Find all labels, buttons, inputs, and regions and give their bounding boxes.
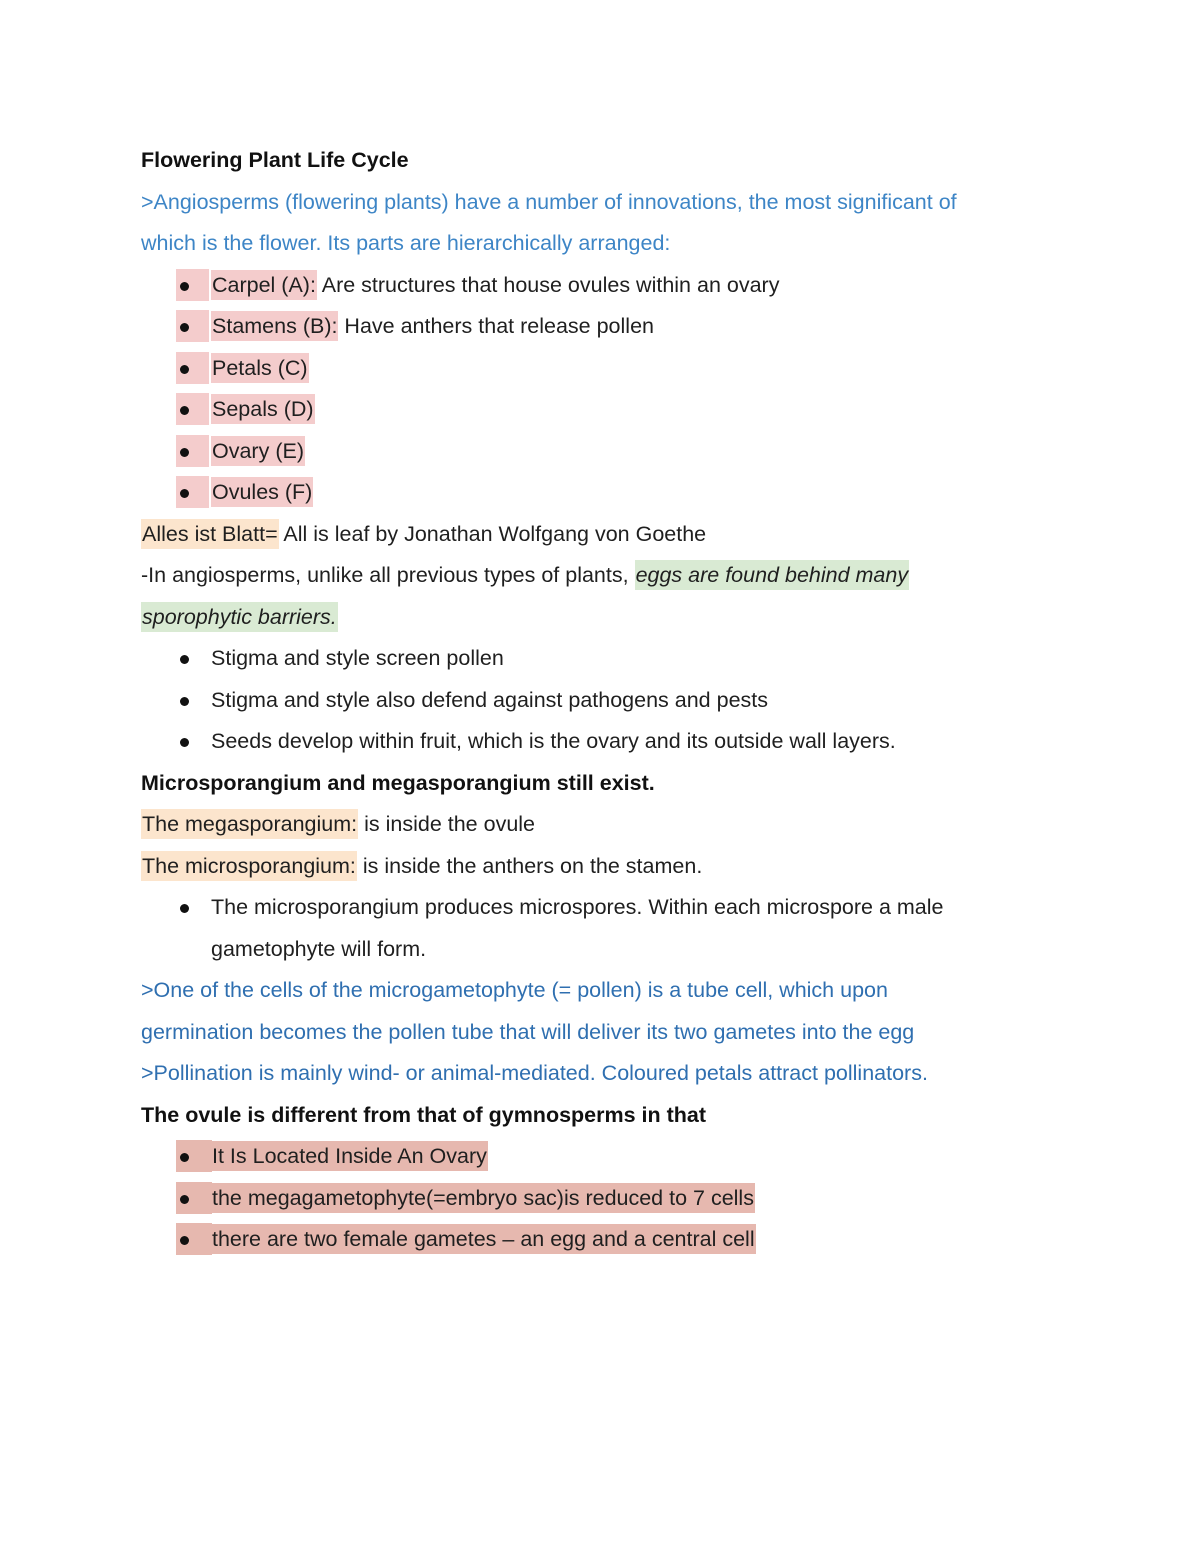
part-desc: Are structures that house ovules within an ovary — [316, 272, 780, 297]
bullet-icon — [180, 282, 189, 291]
page-title: Flowering Plant Life Cycle — [141, 148, 409, 172]
micro-text: is inside the anthers on the stamen. — [356, 853, 703, 878]
list-item — [141, 472, 1051, 514]
sporangium-heading: Microsporangium and megasporangium still exist. — [141, 770, 655, 795]
part-desc: Have anthers that release pollen — [338, 314, 654, 338]
list-item-text: Stigma and style also defend against pathogens and pests — [211, 687, 768, 712]
list-item-text: the megagametophyte(=embryo sac)is reduced to 7 cells — [211, 1183, 755, 1213]
mega-line — [141, 804, 1051, 846]
part-label: Ovary (E) — [211, 436, 305, 466]
intro-line-2: which is the flower. Its parts are hierarchically arranged: — [141, 231, 671, 255]
list-item-text-line-1: The microsporangium produces microspores. Within each microspore a male — [211, 895, 944, 919]
goethe-text: All is leaf by Jonathan Wolfgang von Goethe — [278, 521, 707, 546]
barriers-prefix: -In angiosperms, unlike all previous types of plants, — [141, 563, 635, 587]
list-item — [141, 431, 1051, 473]
bullet-icon — [180, 1236, 189, 1245]
ovule-bullets — [141, 1136, 1051, 1261]
part-label: Carpel (A): — [211, 270, 317, 300]
part-label: Sepals (D) — [211, 394, 315, 424]
list-item-text: Stigma and style screen pollen — [211, 646, 504, 670]
intro-line-1: >Angiosperms (flowering plants) have a number of innovations, the most significant of — [141, 189, 957, 214]
bullet-icon — [180, 365, 189, 374]
flower-parts-list — [141, 265, 1051, 514]
list-item-text-line-2: gametophyte will form. — [211, 936, 427, 961]
barriers-highlight-1: eggs are found behind many — [635, 560, 910, 590]
bullet-icon — [180, 697, 189, 706]
pollen-line-1: >One of the cells of the microgametophyte (= pollen) is a tube cell, which upon — [141, 978, 888, 1002]
barriers-highlight-2: sporophytic barriers. — [141, 602, 338, 632]
list-item — [141, 638, 1051, 680]
list-item-text: there are two female gametes – an egg and a central cell — [211, 1224, 756, 1254]
bullet-icon — [180, 323, 189, 332]
bullet-icon — [180, 1153, 189, 1162]
list-item-text: Seeds develop within fruit, which is the ovary and its outside wall layers. — [211, 729, 896, 753]
barriers-line-2 — [141, 597, 1051, 639]
part-label: Stamens (B): — [211, 311, 338, 341]
mega-label: The megasporangium: — [141, 809, 358, 839]
barrier-bullets — [141, 638, 1051, 763]
pollen-line-3: >Pollination is mainly wind- or animal-mediated. Coloured petals attract pollinators. — [141, 1061, 928, 1085]
list-item — [141, 721, 1051, 763]
bullet-icon — [180, 406, 189, 415]
list-item — [141, 887, 1051, 970]
list-item — [141, 1178, 1051, 1220]
list-item — [141, 306, 1051, 348]
bullet-icon — [180, 489, 189, 498]
part-label: Petals (C) — [211, 353, 309, 383]
goethe-line — [141, 514, 1051, 556]
ovule-heading: The ovule is different from that of gymnosperms in that — [141, 1102, 707, 1127]
document-page — [141, 140, 1051, 1261]
pollen-line-2: germination becomes the pollen tube that will deliver its two gametes into the egg — [141, 1019, 915, 1044]
bullet-icon — [180, 448, 189, 457]
list-item — [141, 680, 1051, 722]
part-label: Ovules (F) — [211, 477, 313, 507]
micro-label: The microsporangium: — [141, 851, 357, 881]
mega-text: is inside the ovule — [358, 812, 536, 836]
bullet-icon — [180, 655, 189, 664]
list-item — [141, 1136, 1051, 1178]
micro-line — [141, 846, 1051, 888]
bullet-icon — [180, 738, 189, 747]
list-item — [141, 389, 1051, 431]
list-item — [141, 265, 1051, 307]
bullet-icon — [180, 904, 189, 913]
list-item — [141, 1219, 1051, 1261]
goethe-label: Alles ist Blatt= — [141, 519, 279, 549]
bullet-icon — [180, 1195, 189, 1204]
barriers-line-1 — [141, 555, 1051, 597]
list-item-text: It Is Located Inside An Ovary — [211, 1141, 488, 1171]
list-item — [141, 348, 1051, 390]
